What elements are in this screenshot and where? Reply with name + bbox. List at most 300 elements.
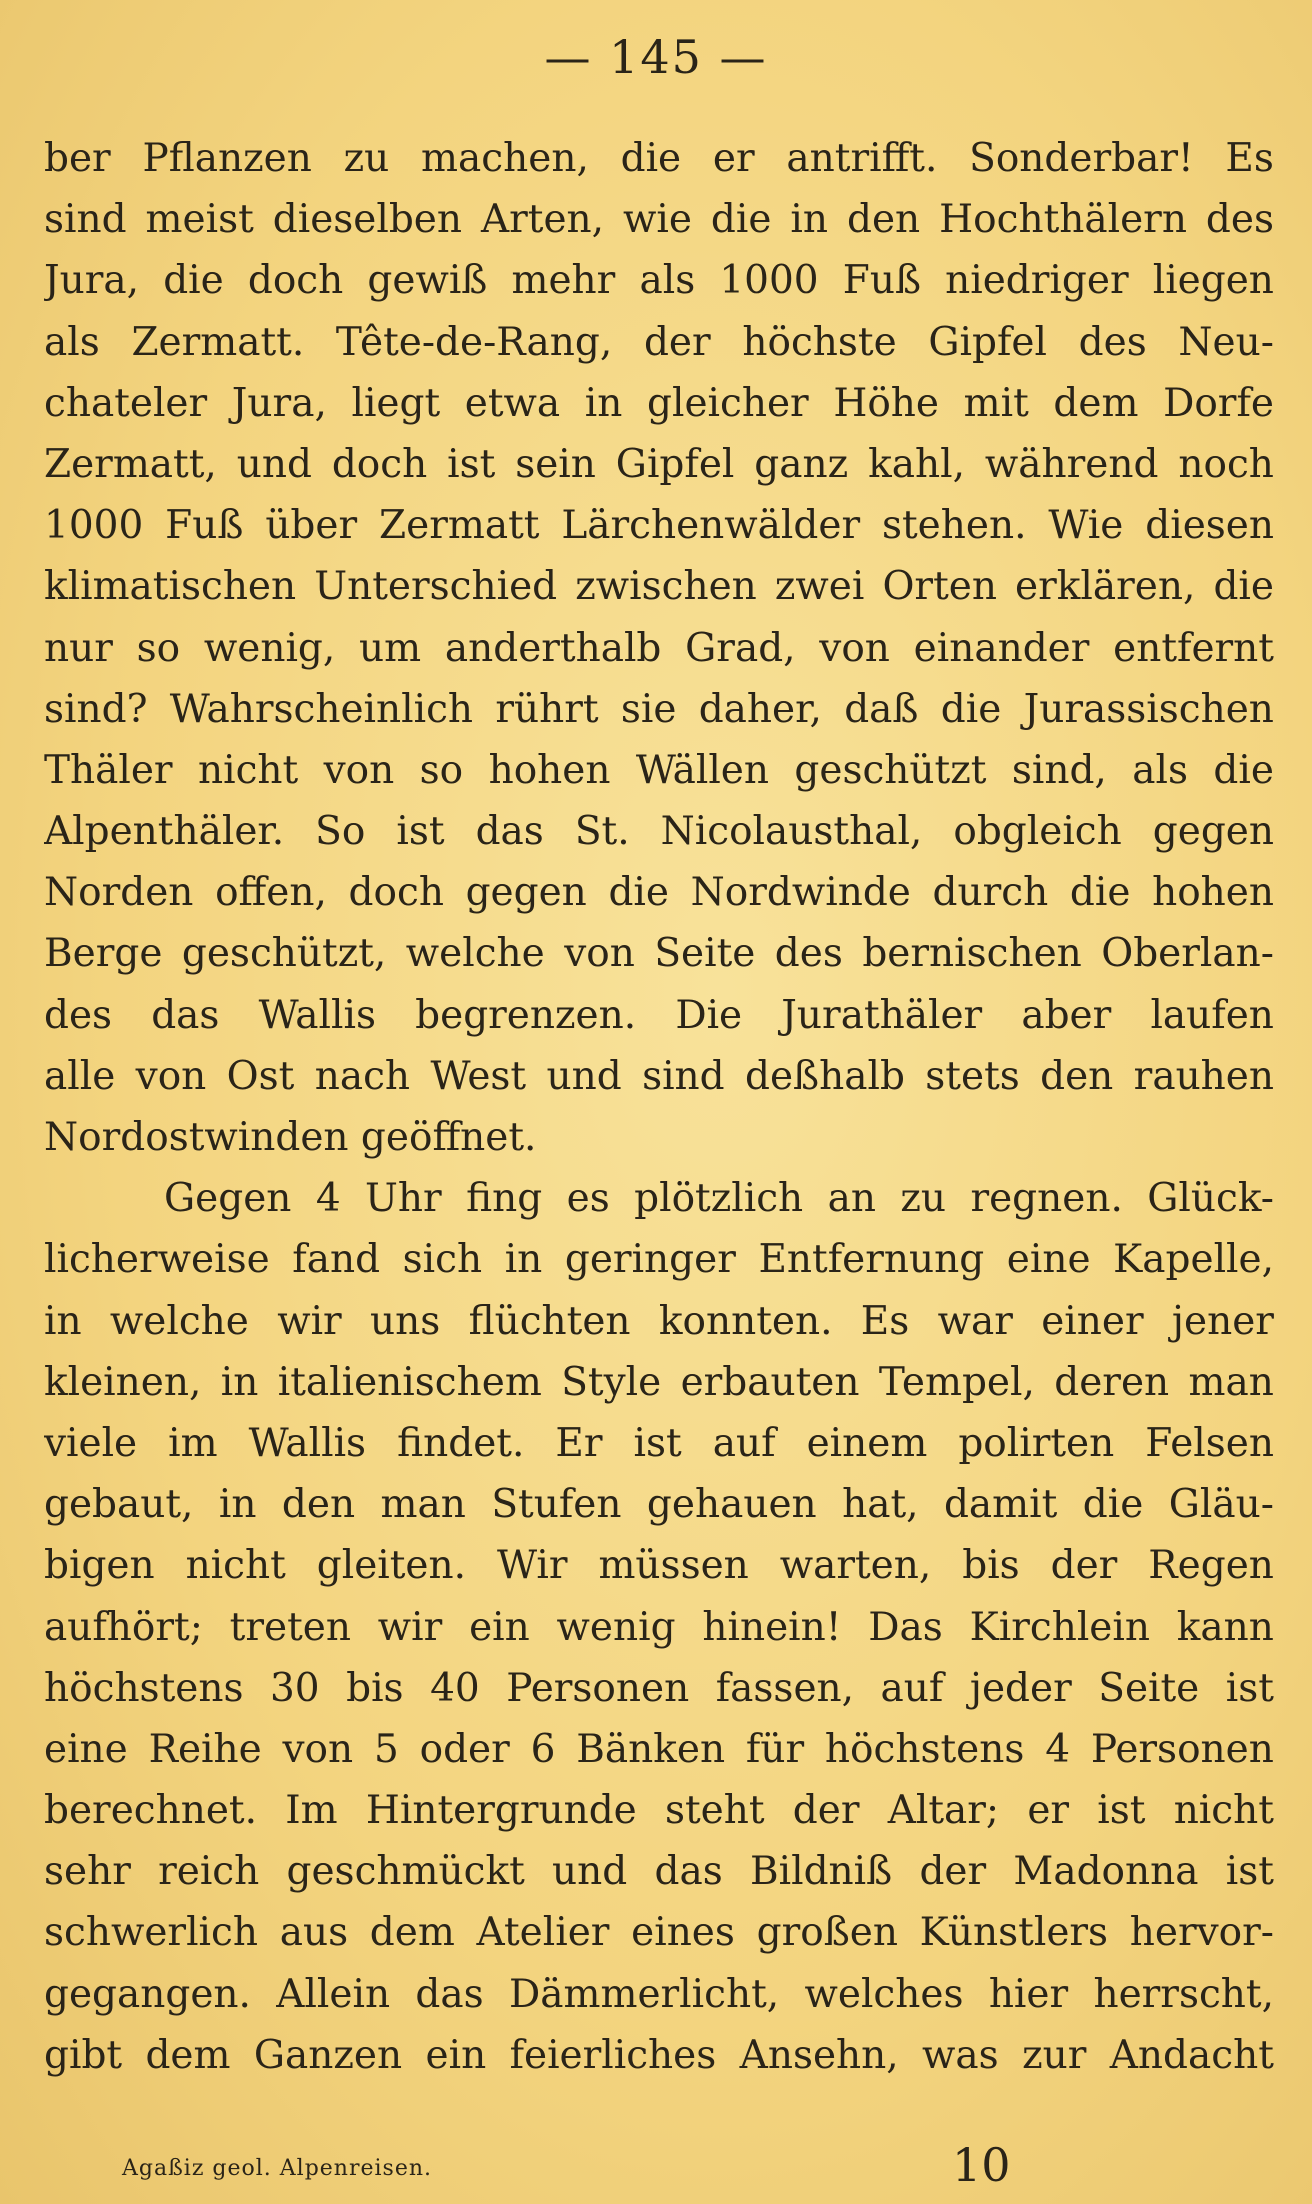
text-line xyxy=(44,434,1274,495)
word: Ansehn, xyxy=(739,2032,899,2078)
word: ist xyxy=(396,809,445,855)
text-line xyxy=(44,1413,1274,1474)
word: Sonderbar! xyxy=(969,136,1194,181)
word: fassen, xyxy=(715,1665,855,1711)
word: aufhört; xyxy=(44,1604,203,1650)
word: die xyxy=(608,870,669,916)
word: die xyxy=(620,136,682,181)
word: sind xyxy=(642,1053,725,1099)
text-line xyxy=(44,740,1274,801)
word: klimatischen xyxy=(44,564,297,610)
text-line xyxy=(44,250,1274,311)
word: einander xyxy=(913,625,1090,671)
word: dem xyxy=(369,1910,455,1956)
text-line xyxy=(44,373,1274,434)
word: für xyxy=(745,1726,805,1772)
word: hinein! xyxy=(702,1604,842,1650)
word: Fuß xyxy=(165,503,244,549)
word: als xyxy=(1132,747,1188,793)
word: findet. xyxy=(397,1420,525,1466)
word: 40 xyxy=(430,1665,480,1711)
page-number: — 145 — xyxy=(544,30,768,84)
word: schwerlich xyxy=(44,1910,258,1956)
word: Wällen xyxy=(635,747,769,793)
word: er xyxy=(712,136,755,181)
text-line xyxy=(44,923,1274,984)
word: nicht xyxy=(1173,1788,1274,1834)
word: Jurathäler xyxy=(781,992,983,1038)
word: Er xyxy=(555,1420,603,1466)
text-line xyxy=(44,1841,1274,1902)
word: sich xyxy=(402,1237,483,1283)
word: gegangen. xyxy=(44,1971,251,2017)
word: Gläu- xyxy=(1168,1482,1274,1528)
word: großen xyxy=(756,1910,898,1956)
word: Bildniß xyxy=(749,1849,893,1895)
word: als xyxy=(44,319,100,365)
word: Hintergrunde xyxy=(365,1788,637,1834)
word: Personen xyxy=(506,1665,690,1711)
word: Norden xyxy=(44,870,194,916)
word: das xyxy=(475,809,544,855)
word: kahl, xyxy=(868,441,965,487)
word: bis xyxy=(346,1665,404,1711)
word: Atelier xyxy=(476,1910,610,1956)
word: viele xyxy=(44,1420,138,1466)
word: Fuß xyxy=(842,258,921,304)
word: Style xyxy=(561,1359,662,1405)
word: eine xyxy=(44,1726,128,1772)
word: hohen xyxy=(488,747,611,793)
word: daher, xyxy=(698,686,822,732)
word: Lärchenwälder xyxy=(561,503,861,549)
page-body xyxy=(44,128,1274,2086)
word: doch xyxy=(331,441,428,487)
word: Ganzen xyxy=(253,2032,403,2078)
word: geschützt, xyxy=(181,931,387,977)
word: nur xyxy=(44,625,113,671)
word: sind? xyxy=(44,686,148,732)
word: Kapelle, xyxy=(1113,1237,1274,1283)
text-line xyxy=(44,1474,1274,1535)
word: Zermatt, xyxy=(44,441,217,487)
word: Es xyxy=(860,1298,910,1344)
word: zu xyxy=(900,1176,947,1222)
word: flüchten xyxy=(468,1298,631,1344)
word: 5 xyxy=(373,1726,399,1772)
text-line xyxy=(44,679,1274,740)
word: doch xyxy=(348,870,444,916)
word: liegt xyxy=(351,380,441,426)
word: 4 xyxy=(315,1176,341,1222)
word: So xyxy=(315,809,366,855)
word: ist xyxy=(1225,1665,1274,1711)
word: Wir xyxy=(496,1543,568,1589)
word: Nicolausthal, xyxy=(660,809,923,855)
word: den xyxy=(846,197,921,243)
word: das xyxy=(654,1849,723,1895)
word: Seite xyxy=(654,931,756,977)
word: 1000 xyxy=(719,258,819,304)
word: hervor- xyxy=(1129,1910,1274,1956)
word: laufen xyxy=(1150,992,1274,1038)
word: Seite xyxy=(1098,1665,1200,1711)
text-line xyxy=(44,189,1274,250)
word: Orten xyxy=(882,564,997,610)
word: von xyxy=(135,1053,207,1099)
word: des xyxy=(1078,319,1147,365)
word: die xyxy=(1213,564,1274,610)
word: den xyxy=(281,1482,356,1528)
word: stets xyxy=(925,1053,1020,1099)
word: aber xyxy=(1021,992,1112,1038)
word: höchste xyxy=(742,319,897,365)
word: dieselben xyxy=(272,197,462,243)
text-line xyxy=(44,312,1274,373)
text-line xyxy=(44,985,1274,1046)
word: Entfernung xyxy=(758,1237,985,1283)
word: welche xyxy=(405,931,545,977)
text-line xyxy=(44,1229,1274,1290)
text-line xyxy=(44,128,1274,189)
word: auf xyxy=(712,1420,776,1466)
word: Bänken xyxy=(576,1726,726,1772)
word: noch xyxy=(1178,441,1274,487)
word: machen, xyxy=(421,136,589,181)
word: Dämmerlicht, xyxy=(508,1971,780,2017)
word: daß xyxy=(844,686,919,732)
word: Ost xyxy=(226,1053,295,1099)
word: deren xyxy=(1054,1359,1170,1405)
word: die xyxy=(1213,747,1274,793)
word: auf xyxy=(880,1665,944,1711)
word: ist xyxy=(633,1420,682,1466)
text-line xyxy=(44,862,1274,923)
word: zwei xyxy=(774,564,865,610)
word: Tempel, xyxy=(878,1359,1035,1405)
signature-mark: 10 xyxy=(952,2138,1011,2192)
word: in xyxy=(218,1482,257,1528)
word: herrscht, xyxy=(1093,1971,1274,2017)
word: um xyxy=(359,625,422,671)
text-line xyxy=(44,1046,1274,1107)
word: in xyxy=(584,380,623,426)
word: von xyxy=(323,747,395,793)
word: Madonna xyxy=(1013,1849,1199,1895)
word: regnen. xyxy=(970,1176,1123,1222)
word: sind, xyxy=(1011,747,1107,793)
word: berechnet. xyxy=(44,1788,257,1834)
word: die xyxy=(163,258,224,304)
word: über xyxy=(265,503,358,549)
word: mehr xyxy=(511,258,616,304)
word: die xyxy=(1082,1482,1144,1528)
word: wir xyxy=(277,1298,342,1344)
word: geschützt xyxy=(794,747,987,793)
word: Neu- xyxy=(1178,319,1274,365)
word: anderthalb xyxy=(444,625,662,671)
word: und xyxy=(546,1053,622,1099)
word: sein xyxy=(515,441,596,487)
word: so xyxy=(136,625,181,671)
word: zu xyxy=(343,136,390,181)
word: höchstens xyxy=(824,1726,1025,1772)
word: Regen xyxy=(1148,1543,1274,1589)
word: Tête-de-Rang, xyxy=(335,319,613,365)
word: Gipfel xyxy=(928,319,1047,365)
word: einem xyxy=(806,1420,928,1466)
word: gegen xyxy=(465,870,587,916)
word: ist xyxy=(447,441,496,487)
word: erklären, xyxy=(1015,564,1196,610)
text-line xyxy=(44,1658,1274,1719)
word: stehen. xyxy=(882,503,1027,549)
text-line: Nordostwinden geöffnet. xyxy=(44,1115,537,1160)
word: alle xyxy=(44,1053,116,1099)
word: jener xyxy=(1171,1298,1274,1344)
word: begrenzen. xyxy=(415,992,637,1038)
word: gegen xyxy=(1152,809,1274,855)
word: in xyxy=(504,1237,543,1283)
word: italienischem xyxy=(277,1359,542,1405)
word: fand xyxy=(292,1237,381,1283)
word: von xyxy=(282,1726,354,1772)
word: St. xyxy=(574,809,630,855)
word: Thäler xyxy=(44,747,173,793)
word: wir xyxy=(377,1604,443,1650)
word: das xyxy=(151,992,220,1038)
word: West xyxy=(430,1053,527,1099)
word: einer xyxy=(1041,1298,1144,1344)
word: so xyxy=(419,747,464,793)
text-line xyxy=(44,1535,1274,1596)
word: hier xyxy=(988,1971,1069,2017)
word: gleicher xyxy=(647,380,809,426)
word: ist xyxy=(1097,1788,1146,1834)
word: Hochthälern xyxy=(939,197,1187,243)
word: dem xyxy=(145,2032,231,2078)
text-line xyxy=(44,1597,1274,1658)
word: höchstens xyxy=(44,1665,244,1711)
text-line xyxy=(44,495,1274,556)
word: deßhalb xyxy=(745,1053,905,1099)
word: man xyxy=(380,1482,466,1528)
word: Dorfe xyxy=(1163,380,1274,426)
word: Allein xyxy=(276,1971,391,2017)
word: 4 xyxy=(1045,1726,1071,1772)
word: die xyxy=(710,197,772,243)
word: nach xyxy=(314,1053,411,1099)
word: dem xyxy=(1053,380,1139,426)
word: Jura, xyxy=(231,380,327,426)
word: warten, xyxy=(779,1543,932,1589)
word: diesen xyxy=(1145,503,1274,549)
text-line xyxy=(44,618,1274,679)
word: in xyxy=(220,1359,259,1405)
word: polirten xyxy=(958,1420,1115,1466)
word: Glück- xyxy=(1147,1176,1274,1222)
word: oder xyxy=(419,1726,510,1772)
word: Wie xyxy=(1048,503,1124,549)
word: von xyxy=(564,931,635,977)
word: er xyxy=(1027,1788,1070,1834)
word: geschmückt xyxy=(286,1849,525,1895)
word: rührt xyxy=(495,686,599,732)
word: rauhen xyxy=(1133,1053,1274,1099)
word: mit xyxy=(963,380,1029,426)
word: Höhe xyxy=(833,380,940,426)
word: treten xyxy=(229,1604,351,1650)
word: Stufen xyxy=(491,1482,622,1528)
word: Pflanzen xyxy=(142,136,312,181)
word: die xyxy=(940,686,1002,732)
word: den xyxy=(1040,1053,1114,1099)
word: kleinen, xyxy=(44,1359,202,1405)
word: Unterschied xyxy=(314,564,558,610)
word: während xyxy=(984,441,1159,487)
word: an xyxy=(827,1176,876,1222)
word: ein xyxy=(469,1604,530,1650)
word: nicht xyxy=(197,747,299,793)
word: offen, xyxy=(215,870,327,916)
word: Wahrscheinlich xyxy=(169,686,474,732)
word: Die xyxy=(675,992,743,1038)
word: Nordwinde xyxy=(690,870,911,916)
text-line xyxy=(44,801,1274,862)
word: 1000 xyxy=(44,503,144,549)
word: Das xyxy=(868,1604,943,1650)
word: Altar; xyxy=(887,1788,1000,1834)
word: welche xyxy=(109,1298,249,1344)
word: Gipfel xyxy=(615,441,735,487)
word: hohen xyxy=(1152,870,1274,916)
word: gibt xyxy=(44,2032,123,2078)
word: sind xyxy=(44,197,127,243)
word: Andacht xyxy=(1109,2032,1274,2078)
word: doch xyxy=(247,258,344,304)
word: erbauten xyxy=(680,1359,860,1405)
word: wie xyxy=(623,197,692,243)
word: in xyxy=(790,197,829,243)
word: zwischen xyxy=(575,564,757,610)
text-line xyxy=(44,1291,1274,1352)
word: und xyxy=(236,441,312,487)
word: eine xyxy=(1006,1237,1091,1283)
text-line xyxy=(44,1964,1274,2025)
word: gewiß xyxy=(367,258,488,304)
word: des xyxy=(44,992,113,1038)
word: der xyxy=(1050,1543,1118,1589)
text-line xyxy=(44,1352,1274,1413)
word: Jura, xyxy=(44,258,140,304)
word: zur xyxy=(1022,2032,1087,2078)
word: antrifft. xyxy=(786,136,938,181)
word: fing xyxy=(466,1176,543,1222)
word: reich xyxy=(158,1849,260,1895)
word: man xyxy=(1188,1359,1274,1405)
word: der xyxy=(643,319,711,365)
running-title: Agaßiz geol. Alpenreisen. xyxy=(122,2156,433,2181)
word: damit xyxy=(943,1482,1058,1528)
word: und xyxy=(552,1849,628,1895)
word: bigen xyxy=(44,1543,155,1589)
word: feierliches xyxy=(509,2032,717,2078)
word: etwa xyxy=(464,380,561,426)
word: es xyxy=(566,1176,610,1222)
word: obgleich xyxy=(953,809,1122,855)
text-line xyxy=(44,2025,1274,2086)
word: Oberlan- xyxy=(1101,931,1274,977)
word: im xyxy=(168,1420,218,1466)
word: des xyxy=(774,931,843,977)
word: Gegen xyxy=(164,1176,292,1222)
word: Reihe xyxy=(148,1726,262,1772)
word: wenig, xyxy=(203,625,336,671)
word: gehauen xyxy=(646,1482,817,1528)
word: eines xyxy=(631,1910,735,1956)
word: Arten, xyxy=(480,197,605,243)
word: plötzlich xyxy=(634,1176,804,1222)
word: Es xyxy=(1225,136,1274,181)
word: geringer xyxy=(564,1237,736,1283)
word: ist xyxy=(1225,1849,1274,1895)
word: wenig xyxy=(556,1604,676,1650)
word: der xyxy=(792,1788,860,1834)
word: ganz xyxy=(754,441,849,487)
word: licherweise xyxy=(44,1237,270,1283)
word: Felsen xyxy=(1145,1420,1274,1466)
word: als xyxy=(639,258,696,304)
word: Wallis xyxy=(258,992,376,1038)
word: bernischen xyxy=(862,931,1082,977)
word: chateler xyxy=(44,380,208,426)
word: 6 xyxy=(530,1726,556,1772)
word: müssen xyxy=(598,1543,749,1589)
word: war xyxy=(937,1298,1013,1344)
text-line xyxy=(44,1780,1274,1841)
word: Grad, xyxy=(685,625,796,671)
word: Berge xyxy=(44,931,163,977)
word: durch xyxy=(932,870,1049,916)
word: 30 xyxy=(269,1665,320,1711)
word: entfernt xyxy=(1113,625,1274,671)
word: Im xyxy=(285,1788,338,1834)
word: ein xyxy=(425,2032,487,2078)
text-line xyxy=(44,1719,1274,1780)
text-line xyxy=(44,1902,1274,1963)
word: nicht xyxy=(185,1543,286,1589)
word: steht xyxy=(664,1788,765,1834)
word: hat, xyxy=(842,1482,919,1528)
word: des xyxy=(1205,197,1274,243)
word: der xyxy=(919,1849,987,1895)
word: gebaut, xyxy=(44,1482,194,1528)
word: Zermatt xyxy=(379,503,540,549)
word: kann xyxy=(1176,1604,1274,1650)
text-line xyxy=(44,556,1274,617)
word: Zermatt. xyxy=(131,319,305,365)
word: die xyxy=(1069,870,1131,916)
word: von xyxy=(819,625,890,671)
word: konnten. xyxy=(658,1298,833,1344)
word: Kirchlein xyxy=(969,1604,1150,1650)
word: sie xyxy=(620,686,677,732)
word: Alpenthäler. xyxy=(44,809,285,855)
word: uns xyxy=(370,1298,441,1344)
text-line xyxy=(44,1168,1274,1229)
word: Wallis xyxy=(248,1420,367,1466)
word: gleiten. xyxy=(316,1543,467,1589)
